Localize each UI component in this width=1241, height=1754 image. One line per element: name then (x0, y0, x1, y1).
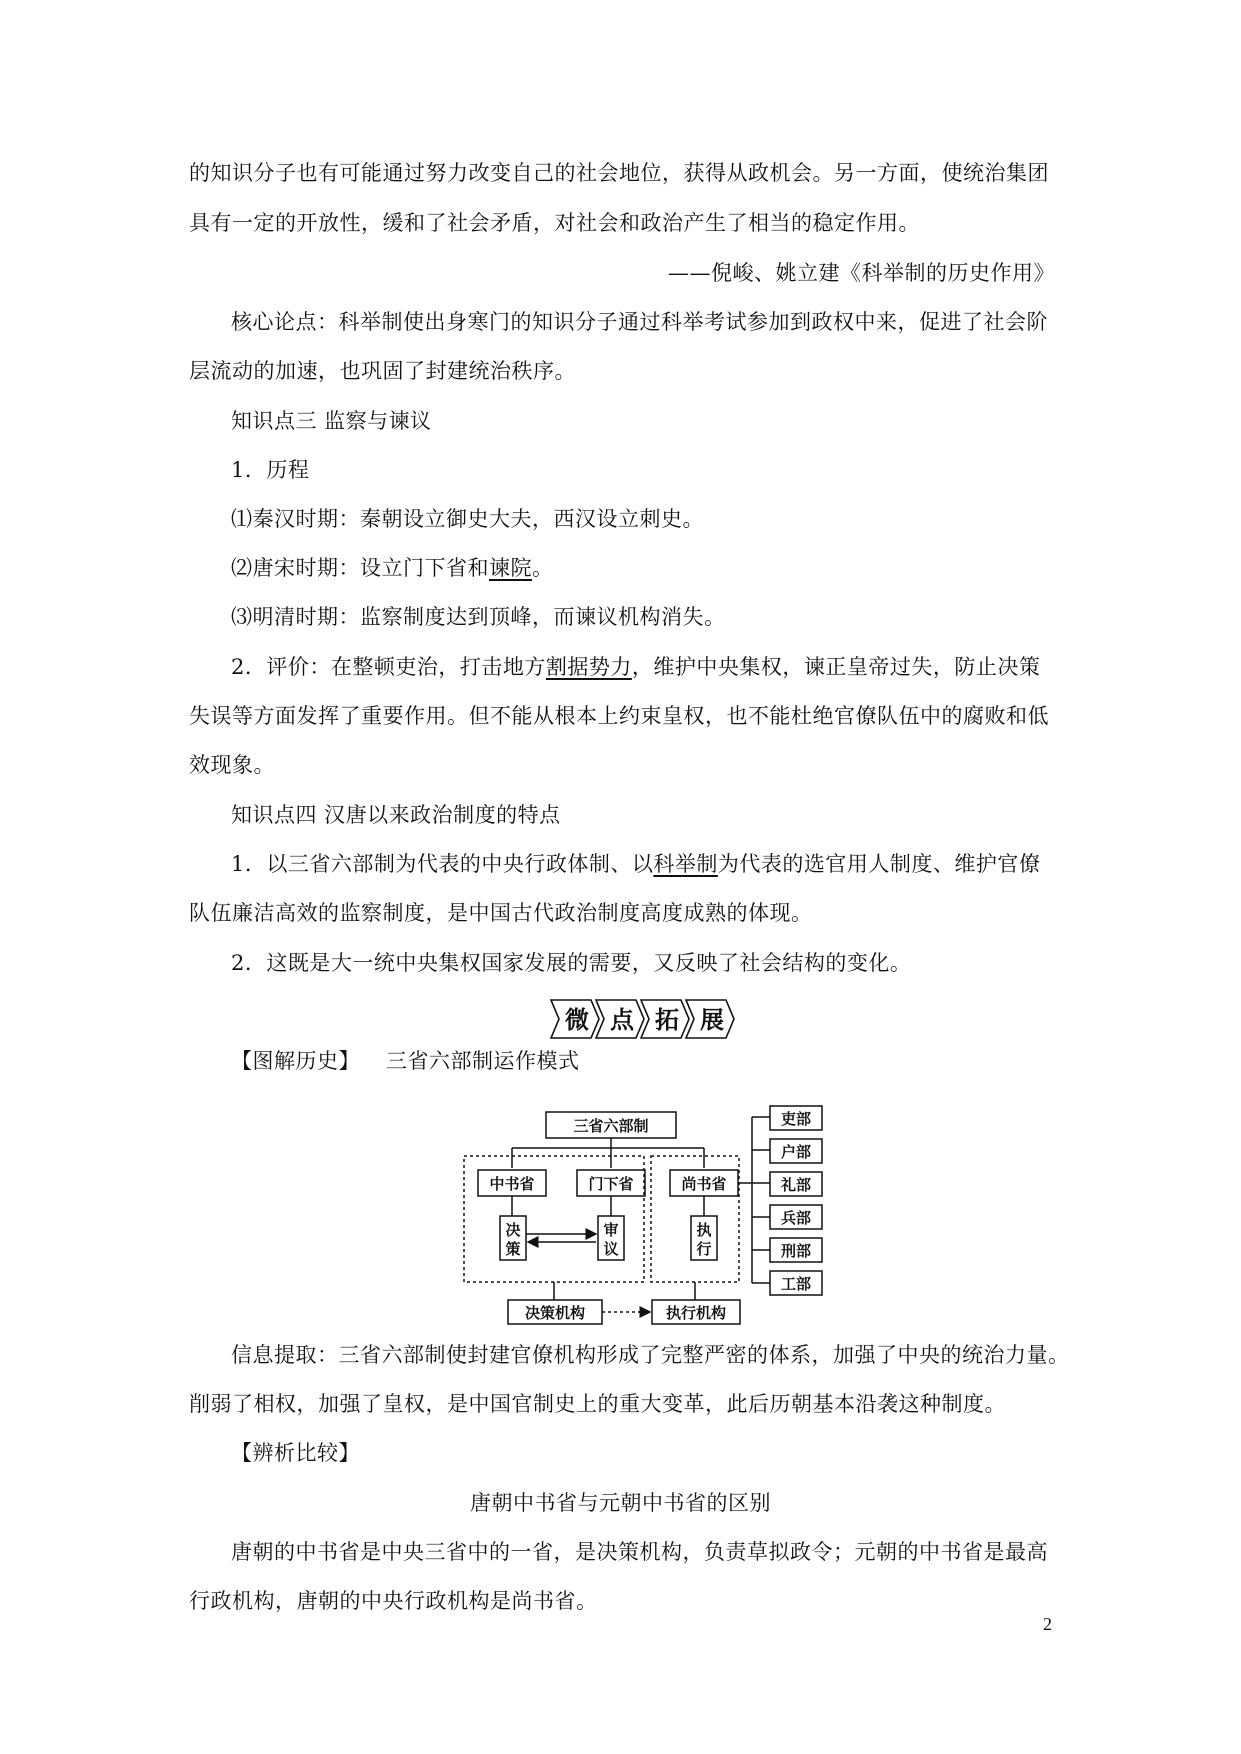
kp4-point-1-line-1 (231, 849, 1040, 879)
banner-char-2: 点 (610, 1006, 634, 1034)
compare-line-2: 行政机构，唐朝的中央行政机构是尚书省。 (189, 1589, 598, 1613)
paragraph-end-line-1: 的知识分子也有可能通过努力改变自己的社会地位，获得从政机会。另一方面，使统治集团 (189, 161, 1049, 185)
xing-label: 行 (696, 1240, 712, 1258)
kp3-evaluation-line-2: 失误等方面发挥了重要作用。但不能从根本上约束皇权，也不能杜绝官僚队伍中的腐败和低 (189, 704, 1049, 728)
diagram-section-heading (231, 1046, 580, 1076)
kp4-p1-pre: 1．以三省六部制为代表的中央行政体制、以 (231, 852, 654, 876)
kp3-item-1: ⑴秦汉时期：秦朝设立御史大夫，西汉设立刺史。 (231, 507, 704, 531)
ministry-label-6: 工部 (780, 1275, 812, 1293)
kp3-eval-post: ，维护中央集权，谏正皇帝过失，防止决策 (631, 655, 1041, 679)
banner-char-3: 拓 (655, 1006, 679, 1034)
kp3-item-2-post: 。 (532, 556, 554, 580)
banner-char-1: 微 (565, 1006, 589, 1034)
compare-line-1: 唐朝的中书省是中央三省中的一省，是决策机构，负责草拟政令；元朝的中书省是最高 (231, 1540, 1048, 1564)
kp4-p1-underlined: 科举制 (653, 852, 718, 876)
kp3-item-2 (231, 553, 554, 583)
kp3-heading: 知识点三 监察与谏议 (231, 409, 432, 433)
ministry-label-4: 兵部 (780, 1209, 812, 1227)
kp3-item-3: ⑶明清时期：监察制度达到顶峰，而谏议机构消失。 (231, 605, 726, 629)
kp4-p1-post: 为代表的选官用人制度、维护官僚 (717, 852, 1041, 876)
decision-org-label: 决策机构 (524, 1304, 586, 1322)
ce-label: 策 (505, 1240, 521, 1258)
info-extraction-line-2: 削弱了相权，加强了皇权，是中国官制史上的重大变革，此后历朝基本沿袭这种制度。 (189, 1392, 1006, 1416)
kp3-evaluation-line-1 (231, 652, 1040, 682)
ministry-label-3: 礼部 (780, 1176, 812, 1194)
kp3-eval-pre: 2．评价：在整顿吏治，打击地方 (231, 655, 546, 679)
ministry-label-1: 吏部 (780, 1110, 812, 1128)
jue-label: 决 (505, 1221, 521, 1239)
exec-org-label: 执行机构 (665, 1304, 727, 1322)
kp3-sub-history: 1．历程 (231, 458, 310, 482)
diagram-top-label: 三省六部制 (573, 1117, 649, 1135)
info-extraction-line-1: 信息提取：三省六部制使封建官僚机构形成了完整严密的体系，加强了中央的统治力量。 (231, 1343, 1070, 1367)
zhongshu-label: 中书省 (489, 1175, 535, 1193)
shangshu-label: 尚书省 (681, 1175, 727, 1193)
ministry-label-5: 刑部 (780, 1242, 812, 1260)
kp4-point-2: 2．这既是大一统中央集权国家发展的需要，又反映了社会结构的变化。 (231, 951, 912, 975)
kp4-heading: 知识点四 汉唐以来政治制度的特点 (231, 803, 561, 827)
ministry-label-2: 户部 (780, 1143, 812, 1161)
compare-title: 唐朝中书省与元朝中书省的区别 (470, 1491, 771, 1515)
shen-label: 审 (603, 1221, 619, 1239)
diagram-section-title: 三省六部制运作模式 (386, 1049, 580, 1073)
core-argument-line-2: 层流动的加速，也巩固了封建统治秩序。 (189, 359, 576, 383)
kp3-evaluation-line-3: 效现象。 (189, 753, 275, 777)
compare-label: 【辨析比较】 (231, 1441, 360, 1465)
diagram-section-label: 【图解历史】 (231, 1049, 360, 1073)
paragraph-end-line-2: 具有一定的开放性，缓和了社会矛盾，对社会和政治产生了相当的稳定作用。 (189, 211, 920, 235)
banner-svg (549, 997, 735, 1041)
citation: ——倪峻、姚立建《科举制的历史作用》 (668, 261, 1055, 285)
kp3-eval-underlined: 割据势力 (545, 655, 632, 679)
diagram-svg (460, 1100, 840, 1325)
zhi-label: 执 (696, 1221, 712, 1239)
kp3-item-2-pre: ⑵唐宋时期：设立门下省和 (231, 556, 489, 580)
page-number: 2 (1043, 1614, 1052, 1634)
banner-char-4: 展 (700, 1006, 724, 1034)
three-departments-six-ministries-diagram (460, 1100, 840, 1325)
core-argument-line-1: 核心论点：科举制使出身寒门的知识分子通过科举考试参加到政权中来，促进了社会阶 (231, 310, 1048, 334)
section-banner (549, 997, 735, 1041)
yi-label: 议 (603, 1240, 619, 1258)
kp3-item-2-underlined: 谏院 (489, 556, 532, 580)
menxia-label: 门下省 (588, 1175, 634, 1193)
kp4-point-1-line-2: 队伍廉洁高效的监察制度，是中国古代政治制度高度成熟的体现。 (189, 901, 813, 925)
